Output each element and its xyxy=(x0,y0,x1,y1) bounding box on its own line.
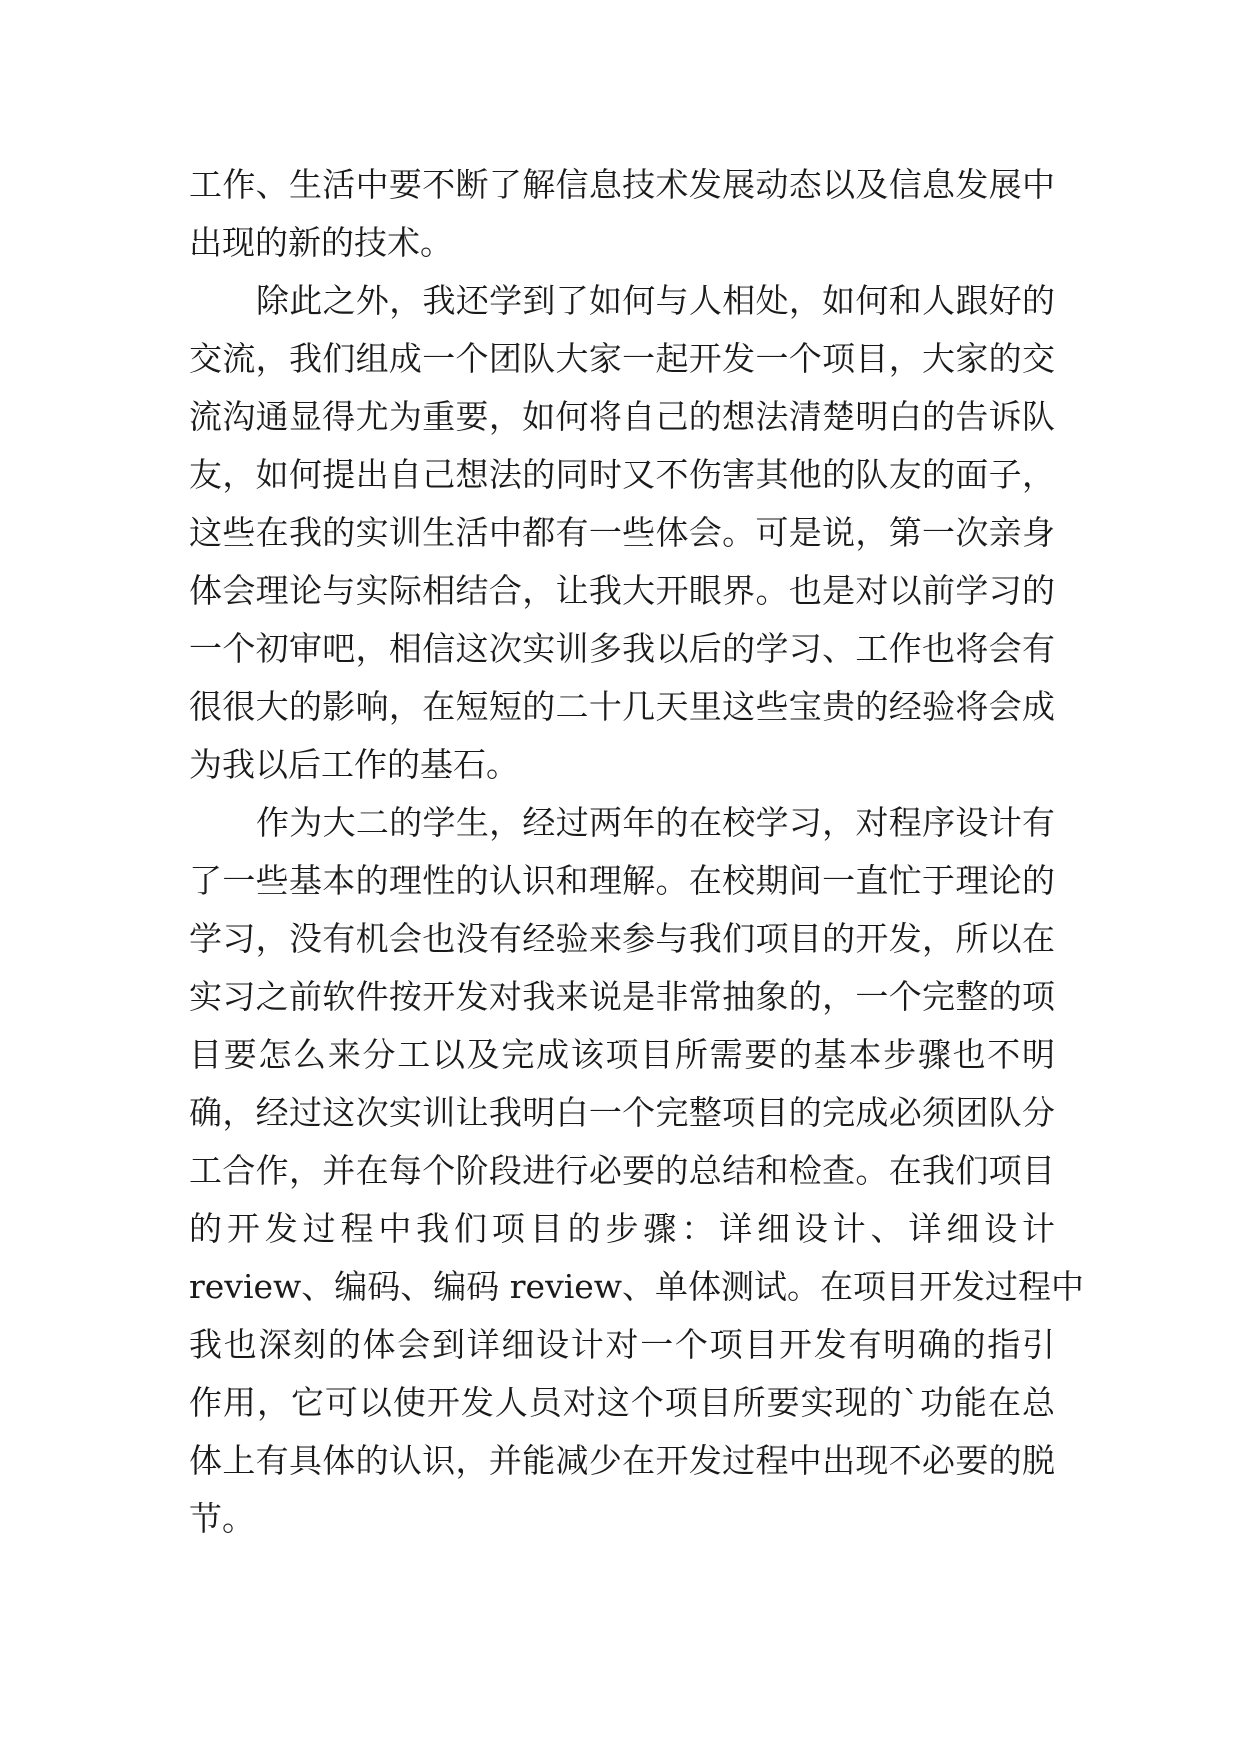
text-line: 我也深刻的体会到详细设计对一个项目开发有明确的指引 xyxy=(189,1325,1055,1364)
text-line: review、编码、编码 review、单体测试。在项目开发过程中 xyxy=(189,1267,1085,1306)
text-line: 出现的新的技术。 xyxy=(189,223,453,262)
text-line: 体会理论与实际相结合，让我大开眼界。也是对以前学习的 xyxy=(189,571,1055,610)
text-line: 确，经过这次实训让我明白一个完整项目的完成必须团队分 xyxy=(189,1093,1055,1132)
text-line: 友，如何提出自己想法的同时又不伤害其他的队友的面子， xyxy=(189,455,1055,494)
text-line: 很很大的影响，在短短的二十几天里这些宝贵的经验将会成 xyxy=(189,687,1055,726)
text-line: 流沟通显得尤为重要，如何将自己的想法清楚明白的告诉队 xyxy=(189,397,1055,436)
text-line: 工作、生活中要不断了解信息技术发展动态以及信息发展中 xyxy=(189,165,1055,204)
paragraph-first-line: 除此之外，我还学到了如何与人相处，如何和人跟好的 xyxy=(256,281,1055,320)
text-line: 体上有具体的认识，并能减少在开发过程中出现不必要的脱 xyxy=(189,1441,1055,1480)
text-line: 一个初审吧，相信这次实训多我以后的学习、工作也将会有 xyxy=(189,629,1055,668)
text-line: 节。 xyxy=(189,1499,255,1538)
text-line: 交流，我们组成一个团队大家一起开发一个项目，大家的交 xyxy=(189,339,1055,378)
body-text xyxy=(189,156,1085,1548)
text-line: 为我以后工作的基石。 xyxy=(189,745,519,784)
text-line: 这些在我的实训生活中都有一些体会。可是说，第一次亲身 xyxy=(189,513,1055,552)
text-line: 作用，它可以使开发人员对这个项目所要实现的`功能在总 xyxy=(189,1383,1055,1422)
text-line: 目要怎么来分工以及完成该项目所需要的基本步骤也不明 xyxy=(189,1035,1055,1074)
text-line: 了一些基本的理性的认识和理解。在校期间一直忙于理论的 xyxy=(189,861,1055,900)
text-line: 工合作，并在每个阶段进行必要的总结和检查。在我们项目 xyxy=(189,1151,1055,1190)
text-line: 的开发过程中我们项目的步骤：详细设计、详细设计 xyxy=(189,1209,1055,1248)
text-line: 学习，没有机会也没有经验来参与我们项目的开发，所以在 xyxy=(189,919,1055,958)
text-line: 实习之前软件按开发对我来说是非常抽象的，一个完整的项 xyxy=(189,977,1055,1016)
paragraph-first-line: 作为大二的学生，经过两年的在校学习，对程序设计有 xyxy=(256,803,1055,842)
